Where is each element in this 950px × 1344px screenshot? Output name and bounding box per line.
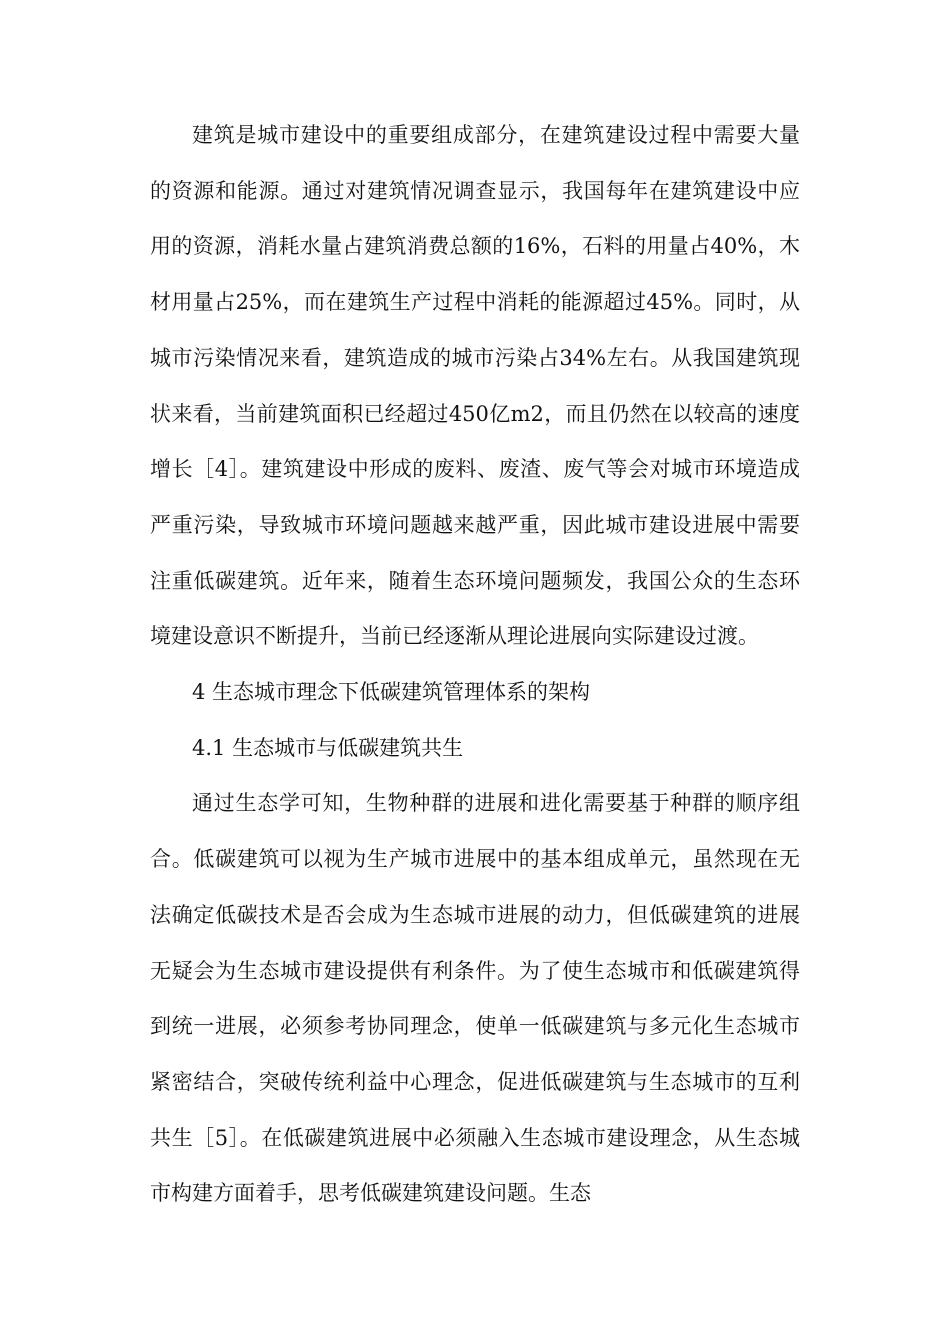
subsection-heading-4-1: 4.1 生态城市与低碳建筑共生	[192, 735, 464, 760]
body-paragraph-building-resources: 建筑是城市建设中的重要组成部分，在建筑建设过程中需要大量的资源和能源。通过对建筑情况调查显示，我国每年在建筑建设中应用的资源，消耗水量占建筑消费总额的16%，石料的用量占40%，木材用量占25%，而在建筑生产过程中消耗的能源超过45%。同时，从城市污染情况来看，建筑造成的城市污染占34%左右。从我国建筑现状来看，当前建筑面积已经超过450亿m2，而且仍然在以较高的速度增长［4］。建筑建设中形成的废料、废渣、废气等会对城市环境造成严重污染，导致城市环境问题越来越严重，因此城市建设进展中需要注重低碳建筑。近年来，随着生态环境问题频发，我国公众的生态环境建设意识不断提升，当前已经逐渐从理论进展向实际建设过渡。	[150, 123, 800, 649]
document-page	[150, 108, 800, 1222]
body-paragraph-eco-city-symbiosis: 通过生态学可知，生物种群的进展和进化需要基于种群的顺序组合。低碳建筑可以视为生产城市进展中的基本组成单元，虽然现在无法确定低碳技术是否会成为生态城市进展的动力，但低碳建筑的进展无疑会为生态城市建设提供有利条件。为了使生态城市和低碳建筑得到统一进展，必须参考协同理念，使单一低碳建筑与多元化生态城市紧密结合，突破传统利益中心理念，促进低碳建筑与生态城市的互利共生［5］。在低碳建筑进展中必须融入生态城市建设理念，从生态城市构建方面着手，思考低碳建筑建设问题。生态	[150, 791, 800, 1206]
section-heading-4: 4 生态城市理念下低碳建筑管理体系的架构	[192, 680, 591, 705]
